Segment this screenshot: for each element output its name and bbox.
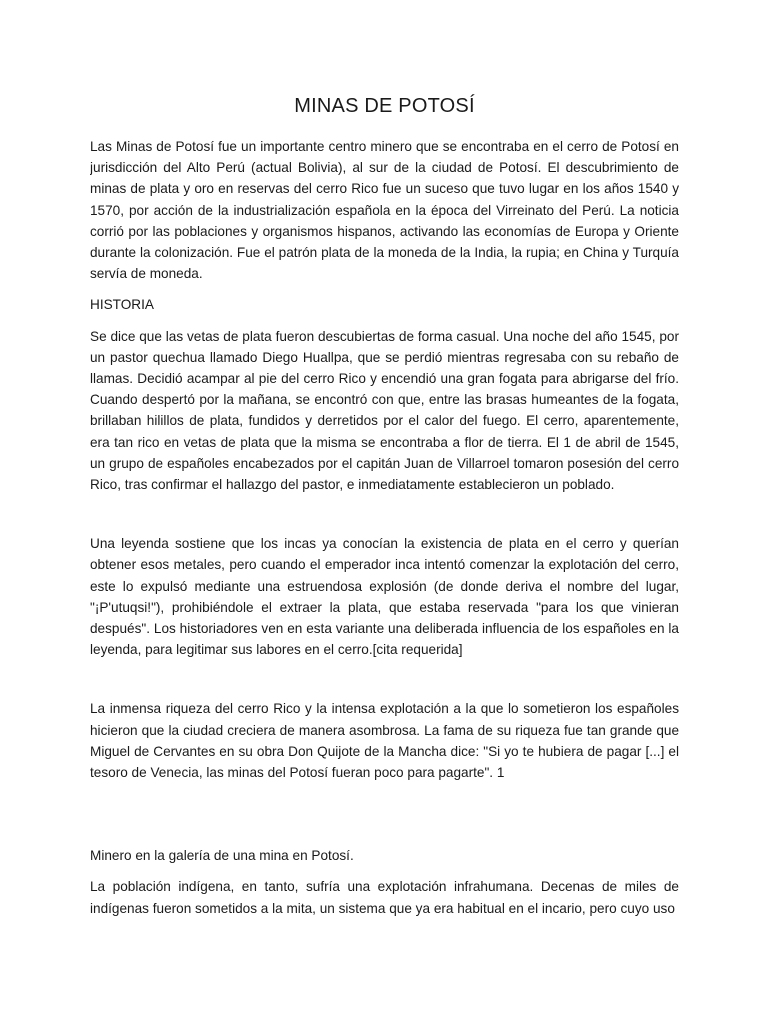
section-heading-historia: HISTORIA bbox=[90, 297, 154, 313]
wealth-paragraph: La inmensa riqueza del cerro Rico y la intensa explotación a la que lo sometieron los españoles hicieron que la ciudad creciera de manera asombrosa. La fama de su riqueza fue tan grande que Miguel de Cervantes en su obra Don Quijote de la Mancha dice: "Si yo te hubiera de pagar [...] el tesoro de Venecia, las minas del Potosí fueran poco para pagarte". 1 bbox=[90, 701, 679, 781]
image-caption: Minero en la galería de una mina en Potosí. bbox=[90, 848, 354, 864]
legend-paragraph: Una leyenda sostiene que los incas ya conocían la existencia de plata en el cerro y querían obtener esos metales, pero cuando el emperador inca intentó comenzar la explotación del cerro, este lo expulsó mediante una estruendosa explosión (de donde deriva el nombre del lugar, "¡P'utuqsi!"), prohibiéndole el extraer la plata, que estaba reservada "para los que vinieran después". Los historiadores ven en esta variante una deliberada influencia de los españoles en la leyenda, para legitimar sus labores en el cerro.[cita requerida] bbox=[90, 536, 679, 658]
document-page bbox=[90, 92, 679, 1024]
document-title: MINAS DE POTOSÍ bbox=[294, 95, 475, 117]
intro-paragraph: Las Minas de Potosí fue un importante centro minero que se encontraba en el cerro de Potosí en jurisdicción del Alto Perú (actual Bolivia), al sur de la ciudad de Potosí. El descubrimiento de minas de plata y oro en reservas del cerro Rico fue un suceso que tuvo lugar en los años 1540 y 1570, por acción de la industrialización española en la época del Virreinato del Perú. La noticia corrió por las poblaciones y organismos hispanos, activando las economías de Europa y Oriente durante la colonización. Fue el patrón plata de la moneda de la India, la rupia; en China y Turquía servía de moneda. bbox=[90, 139, 679, 282]
population-paragraph: La población indígena, en tanto, sufría una explotación infrahumana. Decenas de miles de indígenas fueron sometidos a la mita, un sistema que ya era habitual en el incario, pero cuyo uso bbox=[90, 879, 679, 916]
history-paragraph: Se dice que las vetas de plata fueron descubiertas de forma casual. Una noche del año 1545, por un pastor quechua llamado Diego Huallpa, que se perdió mientras regresaba con su rebaño de llamas. Decidió acampar al pie del cerro Rico y encendió una gran fogata para abrigarse del frío. Cuando despertó por la mañana, se encontró con que, entre las brasas humeantes de la fogata, brillaban hilillos de plata, fundidos y derretidos por el calor del fuego. El cerro, aparentemente, era tan rico en vetas de plata que la misma se encontraba a flor de tierra. El 1 de abril de 1545, un grupo de españoles encabezados por el capitán Juan de Villarroel tomaron posesión del cerro Rico, tras confirmar el hallazgo del pastor, e inmediatamente establecieron un poblado. bbox=[90, 328, 679, 493]
